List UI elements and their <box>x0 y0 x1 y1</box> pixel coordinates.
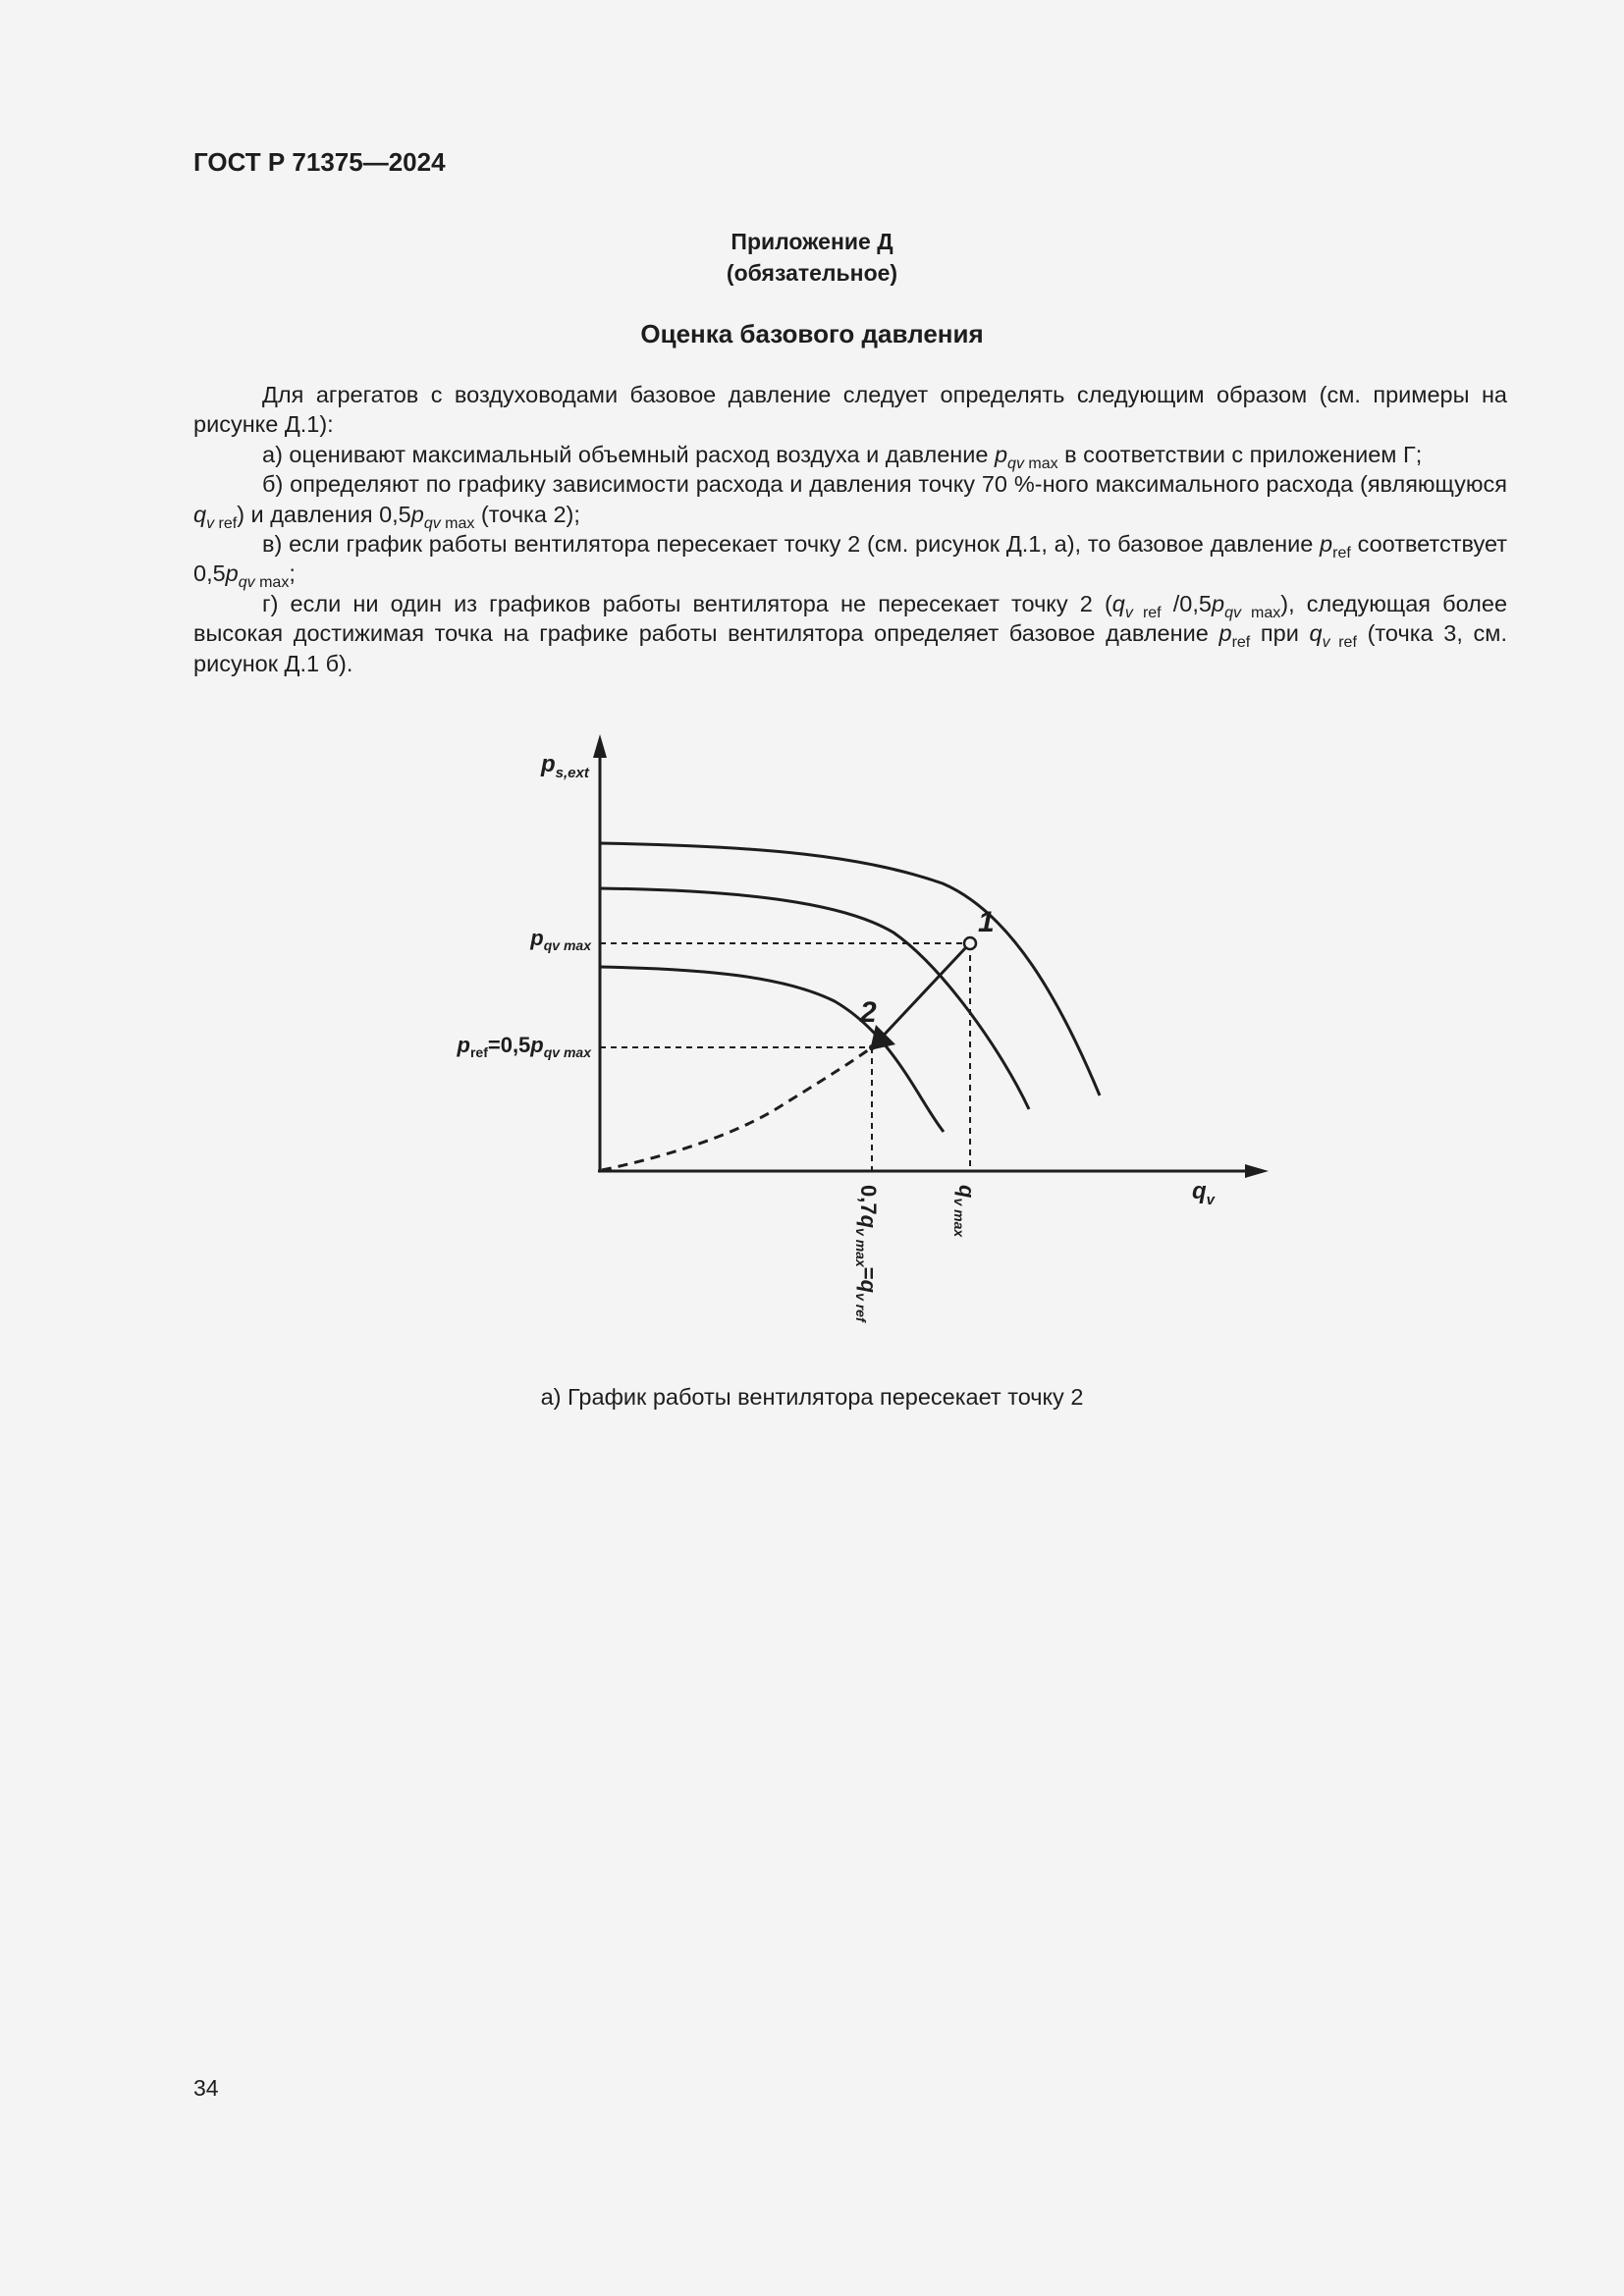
point-2-marker <box>869 1044 875 1050</box>
x-axis-arrow-icon <box>1245 1164 1269 1178</box>
fan-curve-low <box>600 967 944 1132</box>
annex-name: Приложение Д <box>731 229 893 254</box>
x-label-qref: $0,7q_{v max}=q_{v ref}$ <box>853 1185 881 1322</box>
y-label-pqvmax: $p_{qv max}$ <box>530 926 591 953</box>
paragraph-a: а) оценивают максимальный объемный расход воздуха и давление $p_{qv max}$ в соответствии с приложением Г; <box>262 441 1423 472</box>
arrow-point1-to-point2 <box>877 947 966 1042</box>
point-2-label: 2 <box>860 996 877 1029</box>
point-1-marker <box>964 937 976 949</box>
fan-curve-mid <box>600 888 1029 1109</box>
x-axis-label: $q_v$ <box>1192 1178 1216 1208</box>
y-axis-label: $p_{s,ext}$ <box>541 751 589 781</box>
paragraph-c: в) если график работы вентилятора пересекает точку 2 (см. рисунок Д.1, а), то базовое давление $p_{ref}$ соответствует $0,5p_{qv max}$; <box>193 531 1507 592</box>
point-1-label: 1 <box>978 906 995 938</box>
y-axis-arrow-icon <box>593 734 607 758</box>
paragraph-d: г) если ни один из графиков работы вентилятора не пересекает точку 2 ($q_{v ref}$ $/0,5p_{qv max}$), следующая более высокая достижимая точка на графике работы вентилятора определяет базовое давление $p_{ref}$ при $q_{v ref}$ (точка 3, см. рисунок Д.1 б). <box>193 590 1508 676</box>
paragraph-intro: Для агрегатов с воздуховодами базовое давление следует определять следующим образом (см. примеры на рисунке Д.1): <box>193 382 1507 438</box>
section-title: Оценка базового давления <box>640 319 984 348</box>
system-curve <box>602 1047 872 1170</box>
page-number: 34 <box>193 2075 219 2101</box>
annex-status: (обязательное) <box>726 260 898 286</box>
figure-caption: а) График работы вентилятора пересекает точку 2 <box>540 1384 1084 1410</box>
x-label-qmax: $q_{v max}$ <box>951 1185 979 1238</box>
document-header: ГОСТ Р 71375—2024 <box>193 147 446 177</box>
y-label-pref: $p_{ref}=0,5p_{qv max}$ <box>457 1033 591 1060</box>
paragraph-b: б) определяют по графику зависимости расхода и давления точку 70 %-ного максимального расхода (являющуюся $q_{v ref}$) и давления $0,5p_{qv max}$ (точка 2); <box>193 471 1507 532</box>
